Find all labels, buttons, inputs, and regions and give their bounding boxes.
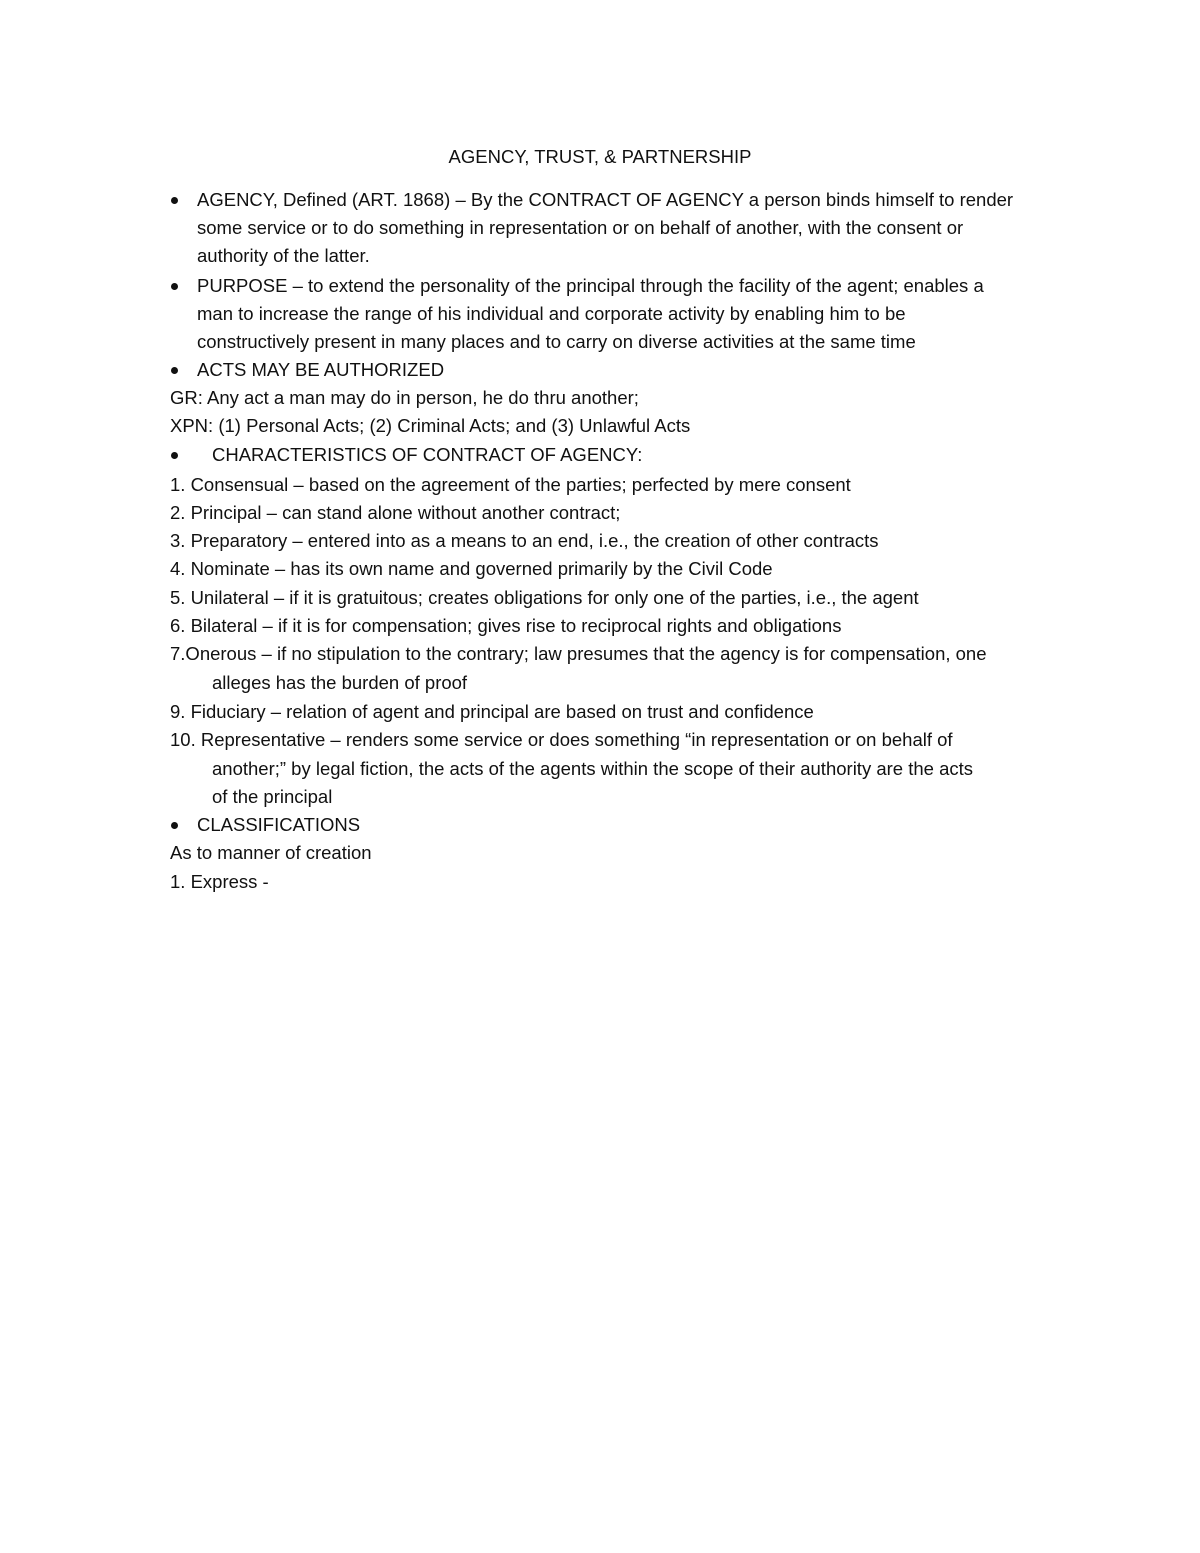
bullet-icon (169, 272, 181, 300)
agency-defined-line-2: some service or to do something in representation or on behalf of another, with the consent or (197, 217, 964, 238)
agency-defined-line-1: AGENCY, Defined (ART. 1868) – By the CONTRACT OF AGENCY a person binds himself to render (197, 189, 1014, 210)
express-item: 1. Express - (170, 871, 269, 892)
characteristic-item: 7.Onerous – if no stipulation to the contrary; law presumes that the agency is for compensation, one (170, 643, 987, 664)
bullet-icon (169, 186, 181, 214)
bullet-icon (169, 356, 181, 384)
characteristic-item: 4. Nominate – has its own name and governed primarily by the Civil Code (170, 558, 773, 579)
document-title: AGENCY, TRUST, & PARTNERSHIP (448, 146, 752, 167)
characteristic-item: 5. Unilateral – if it is gratuitous; creates obligations for only one of the parties, i.e., the agent (170, 587, 919, 608)
purpose-line-2: man to increase the range of his individual and corporate activity by enabling him to be (197, 303, 906, 324)
characteristic-item: 10. Representative – renders some service or does something “in representation or on behalf of (170, 729, 953, 750)
purpose-line-1: PURPOSE – to extend the personality of the principal through the facility of the agent; enables a (197, 275, 984, 296)
characteristic-item: 6. Bilateral – if it is for compensation; gives rise to reciprocal rights and obligations (170, 615, 842, 636)
manner-of-creation-heading: As to manner of creation (170, 842, 372, 863)
characteristic-item: 9. Fiduciary – relation of agent and principal are based on trust and confidence (170, 701, 814, 722)
purpose-line-3: constructively present in many places and to carry on diverse activities at the same time (197, 331, 916, 352)
characteristic-item: 2. Principal – can stand alone without another contract; (170, 502, 621, 523)
characteristics-heading: CHARACTERISTICS OF CONTRACT OF AGENCY: (212, 444, 643, 465)
characteristic-item-continued: of the principal (212, 786, 333, 807)
characteristic-item-continued: another;” by legal fiction, the acts of the agents within the scope of their authority are the acts (212, 758, 973, 779)
characteristic-item: 3. Preparatory – entered into as a means to an end, i.e., the creation of other contracts (170, 530, 879, 551)
characteristic-item-continued: alleges has the burden of proof (212, 672, 468, 693)
characteristic-item: 1. Consensual – based on the agreement of the parties; perfected by mere consent (170, 474, 851, 495)
bullet-icon (169, 441, 181, 469)
acts-heading: ACTS MAY BE AUTHORIZED (197, 359, 445, 380)
classifications-heading: CLASSIFICATIONS (197, 814, 361, 835)
acts-exceptions: XPN: (1) Personal Acts; (2) Criminal Acts; and (3) Unlawful Acts (170, 415, 691, 436)
bullet-icon (169, 811, 181, 839)
agency-defined-line-3: authority of the latter. (197, 245, 370, 266)
acts-general-rule: GR: Any act a man may do in person, he do thru another; (170, 387, 639, 408)
